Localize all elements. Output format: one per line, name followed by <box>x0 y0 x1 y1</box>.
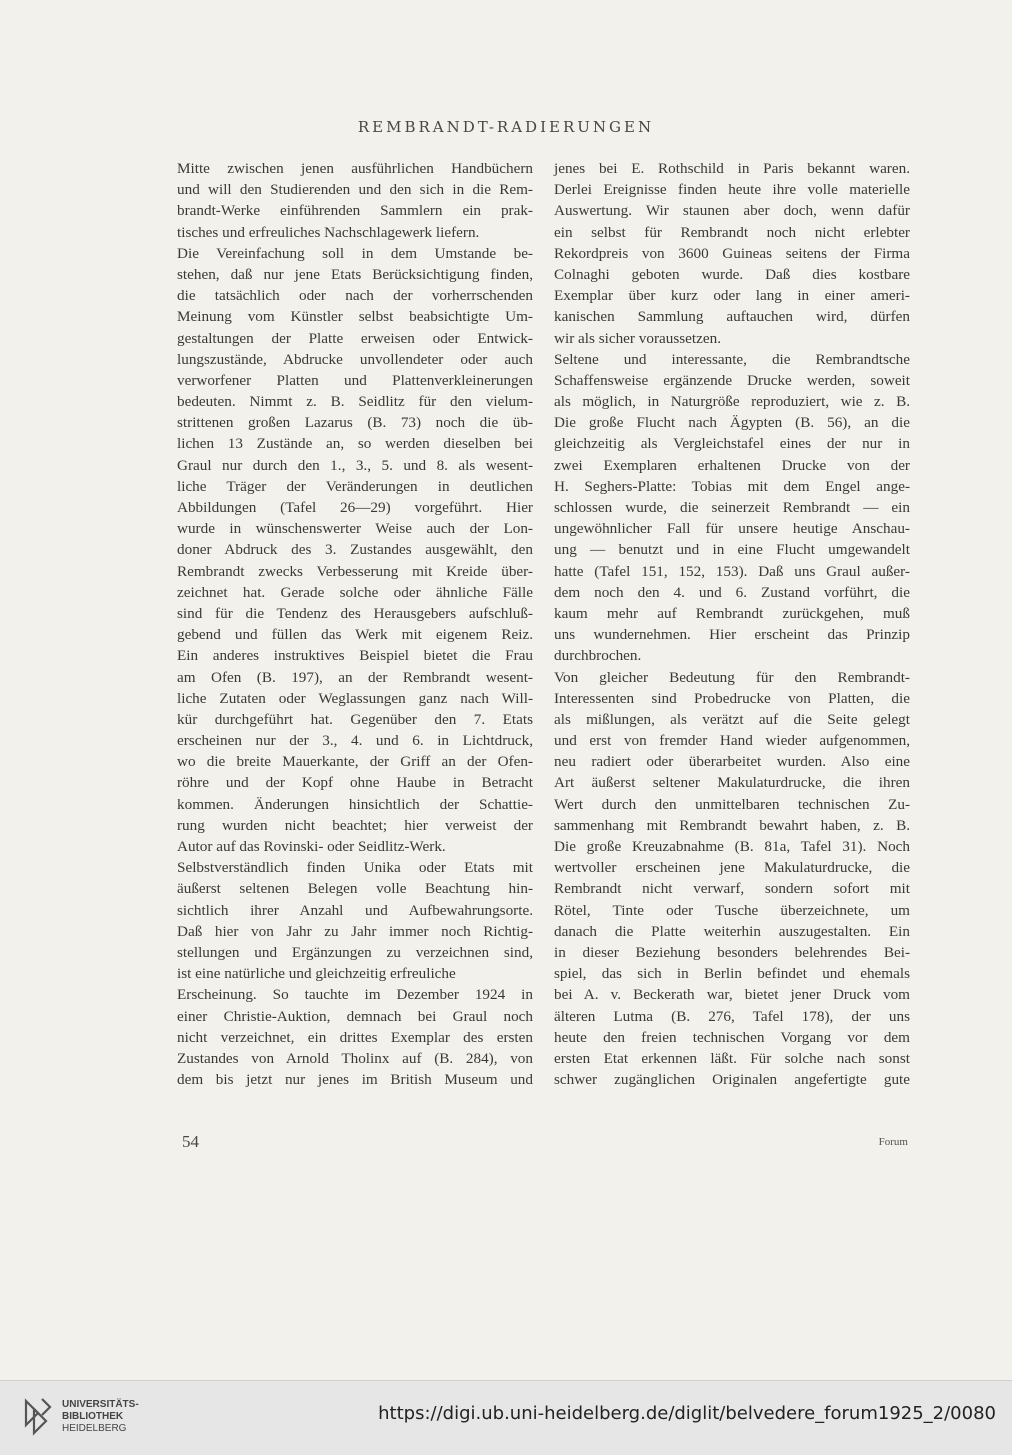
text-line: Zustandes von Arnold Tholinx auf (B. 284), von <box>177 1049 533 1067</box>
text-line: dem bis jetzt nur jenes im British Museum und <box>177 1071 533 1089</box>
left-column <box>177 158 533 1090</box>
text-line: Von gleicher Bedeutung für den Rembrandt- <box>554 668 910 686</box>
text-line: kanischen Sammlung auftauchen wird, dürfen <box>554 308 910 326</box>
library-name-line2: BIBLIOTHEK <box>62 1411 124 1422</box>
text-line: doner Abdruck des 3. Zustandes ausgewählt, den <box>177 541 533 559</box>
text-line: Graul nur durch den 1., 3., 5. und 8. als wesent- <box>177 456 533 474</box>
text-line: danach die Platte weiterhin auszugestalten. Ein <box>554 922 910 940</box>
text-line: ein selbst für Rembrandt noch nicht erlebter <box>554 223 910 241</box>
text-line: schlossen wurde, die seinerzeit Rembrandt — ein <box>554 499 910 516</box>
text-line: in dieser Beziehung besonders belehrendes Bei- <box>554 943 910 961</box>
text-line: lungszustände, Abdrucke unvollendeter oder auch <box>177 350 533 368</box>
text-line: strittenen großen Lazarus (B. 73) noch die üb- <box>177 414 533 432</box>
text-line: sammenhang mit Rembrandt bewahrt haben, z. B. <box>554 816 910 834</box>
text-line: neu radiert oder überarbeitet wurden. Also eine <box>554 753 910 771</box>
text-line: verworfener Platten und Plattenverkleinerungen <box>177 371 533 389</box>
text-line: Abbildungen (Tafel 26—29) vorgeführt. Hier <box>177 499 533 516</box>
page-number: 54 <box>182 1132 199 1151</box>
library-logo-icon <box>22 1395 54 1439</box>
text-line: älteren Lutma (B. 276, Tafel 178), der uns <box>554 1007 910 1025</box>
text-line: Die Vereinfachung soll in dem Umstande be- <box>177 244 533 262</box>
text-line: Rötel, Tinte oder Tusche überzeichnete, um <box>554 901 910 919</box>
text-line: stellungen und Ergänzungen zu verzeichnen sind, <box>177 943 533 961</box>
text-line: Wert durch den unmittelbaren technischen Zu- <box>554 795 910 813</box>
text-line: und will den Studierenden und den sich in die Rem- <box>177 181 533 199</box>
text-line: erscheinen nur der 3., 4. und 6. in Lichtdruck, <box>177 732 533 750</box>
text-line: die tatsächlich oder nach der vorherrschenden <box>177 287 533 305</box>
text-line: und erst von fremder Hand wieder aufgenommen, <box>554 732 910 750</box>
text-line: heute den freien technischen Vorgang vor dem <box>554 1028 910 1046</box>
text-line: hatte (Tafel 151, 152, 153). Daß uns Graul außer- <box>554 562 910 580</box>
library-name-line3: HEIDELBERG <box>62 1423 127 1434</box>
text-line: gleichzeitig als Vergleichstafel eines der nur in <box>554 435 910 453</box>
text-line: Ein anderes instruktives Beispiel bietet die Frau <box>177 647 533 665</box>
text-line: schwer zugänglichen Originalen angefertigte gute <box>554 1071 910 1089</box>
text-line: kommen. Änderungen hinsichtlich der Schattie- <box>177 795 533 813</box>
text-line: wertvoller erscheinen jene Makulaturdrucke, die <box>554 859 910 877</box>
text-line: als möglich, in Naturgröße reproduziert, wie z. B. <box>554 393 910 411</box>
text-line: Mitte zwischen jenen ausführlichen Handbüchern <box>177 160 533 177</box>
text-line: Rembrandt nicht verwarf, sondern sofort mit <box>554 880 910 898</box>
text-line: röhre und der Kopf ohne Haube in Betracht <box>177 774 533 792</box>
text-line: äußerst seltenen Belegen volle Beachtung hin- <box>177 880 533 898</box>
text-line: gestaltungen der Platte erweisen oder Entwick- <box>177 329 533 347</box>
running-head: REMBRANDT-RADIERUNGEN <box>357 118 655 136</box>
right-column <box>554 158 910 1090</box>
text-line: Die große Kreuzabnahme (B. 81a, Tafel 31). Noch <box>554 838 910 855</box>
text-line: dem noch den 4. und 6. Zustand vorführt, die <box>554 583 910 601</box>
text-line: rung wurden nicht beachtet; hier verweist der <box>177 816 533 834</box>
text-line: Meinung vom Künstler selbst beabsichtigte Um- <box>177 308 533 326</box>
text-line: Interessenten sind Probedrucke von Platten, die <box>554 689 910 707</box>
library-name-line1: UNIVERSITÄTS- <box>62 1399 139 1410</box>
text-line: Art äußerst seltener Makulaturdrucke, die ihren <box>554 774 910 792</box>
text-line: Rembrandt zwecks Verbesserung mit Kreide über- <box>177 562 533 580</box>
text-line: spiel, das sich in Berlin befindet und ehemals <box>554 965 910 983</box>
text-line: gebend und füllen das Werk mit eigenem Reiz. <box>177 626 533 644</box>
text-line: wurde in wünschenswerter Weise auch der Lon- <box>177 520 533 538</box>
text-line: wir als sicher voraussetzen. <box>554 329 722 347</box>
text-line: Auswertung. Wir staunen aber doch, wenn dafür <box>554 202 910 220</box>
text-line: am Ofen (B. 197), an der Rembrandt wesent- <box>177 668 533 686</box>
text-line: sind für die Tendenz des Herausgebers aufschluß- <box>177 604 533 622</box>
text-line: liche Zutaten oder Weglassungen ganz nach Will- <box>177 689 533 707</box>
text-line: Colnaghi geboten wurde. Daß dies kostbare <box>554 265 910 283</box>
text-line: Daß hier von Jahr zu Jahr immer noch Richtig- <box>177 922 533 940</box>
text-line: Derlei Ereignisse finden heute ihre volle materielle <box>554 181 910 199</box>
text-line: wo die breite Mauerkante, der Griff an der Ofen- <box>177 753 533 771</box>
library-footer-bar <box>0 1380 1012 1455</box>
text-line: zeichnet hat. Gerade solche oder ähnliche Fälle <box>177 583 533 601</box>
text-line: Rekordpreis von 3600 Guineas seitens der Firma <box>554 244 910 262</box>
text-line: ungewöhnlicher Fall für unsere heutige Anschau- <box>554 520 910 538</box>
text-line: Schaffensweise ergänzende Drucke werden, soweit <box>554 371 910 389</box>
text-line: durchbrochen. <box>554 647 642 665</box>
text-line: brandt-Werke einführenden Sammlern ein prak- <box>177 202 533 220</box>
text-line: stehen, daß nur jene Etats Berücksichtigung finden, <box>177 265 533 283</box>
text-line: liche Träger der Veränderungen in deutlichen <box>177 477 533 495</box>
document-url[interactable]: https://digi.ub.uni-heidelberg.de/diglit/belvedere_forum1925_2/0080 <box>378 1403 996 1424</box>
text-line: lichen 13 Zustände an, so werden dieselben bei <box>177 435 533 453</box>
text-line: Autor auf das Rovinski- oder Seidlitz-Werk. <box>177 838 446 855</box>
text-line: uns wundernehmen. Hier erscheint das Prinzip <box>554 626 910 644</box>
footer-mark: Forum <box>878 1136 908 1148</box>
text-line: ung — benutzt und in eine Flucht umgewandelt <box>554 541 910 559</box>
text-line: bedeuten. Nimmt z. B. Seidlitz für den vielum- <box>177 393 533 411</box>
text-line: kaum mehr auf Rembrandt zurückgehen, muß <box>554 604 910 622</box>
text-line: Exemplar über kurz oder lang in einer ameri- <box>554 287 910 305</box>
text-line: Die große Flucht nach Ägypten (B. 56), an die <box>554 414 910 432</box>
text-line: tisches und erfreuliches Nachschlagewerk liefern. <box>177 223 480 241</box>
text-line: H. Seghers-Platte: Tobias mit dem Engel ange- <box>554 477 910 495</box>
text-line: ersten Etat erkennen läßt. Für solche nach sonst <box>554 1049 910 1067</box>
text-line: ist eine natürliche und gleichzeitig erfreuliche <box>177 965 456 983</box>
library-name <box>62 1399 139 1435</box>
text-line: einer Christie-Auktion, demnach bei Graul noch <box>177 1007 533 1025</box>
text-line: Selbstverständlich finden Unika oder Etats mit <box>177 859 533 877</box>
text-line: Seltene und interessante, die Rembrandtsche <box>554 350 910 368</box>
text-line: sichtlich ihrer Anzahl und Aufbewahrungsorte. <box>177 901 533 919</box>
text-line: zwei Exemplaren erhaltenen Drucke von der <box>554 456 910 474</box>
text-line: als mißlungen, als verätzt auf die Seite gelegt <box>554 710 910 728</box>
text-line: kür durchgeführt hat. Gegenüber den 7. Etats <box>177 710 533 728</box>
text-line: nicht verzeichnet, ein drittes Exemplar des ersten <box>177 1028 533 1046</box>
text-line: jenes bei E. Rothschild in Paris bekannt waren. <box>554 160 910 177</box>
text-line: Erscheinung. So tauchte im Dezember 1924 in <box>177 986 533 1004</box>
text-line: bei A. v. Beckerath war, bietet jener Druck vom <box>554 986 910 1004</box>
